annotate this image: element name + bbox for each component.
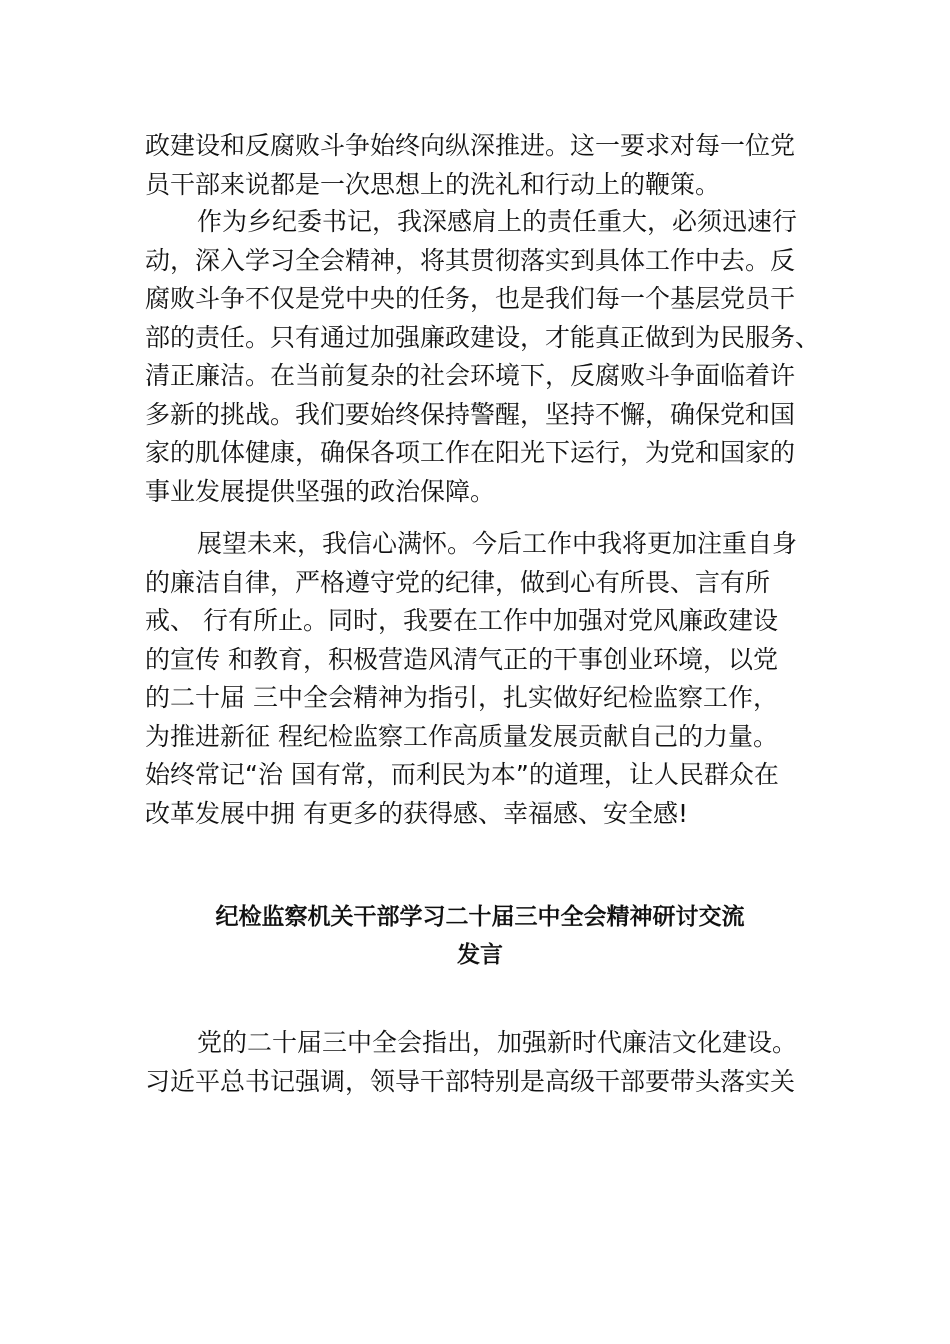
paragraph-4 [145, 1024, 815, 1101]
text-line: 员干部来说都是一次思想上的洗礼和行动上的鞭策。 [145, 169, 721, 199]
text-line: 展望未来，我信心满怀。今后工作中我将更加注重自身 [197, 529, 798, 558]
text-line: 家的肌体健康，确保各项工作在阳光下运行，为党和国家的 [145, 438, 796, 467]
text-line: 党的二十届三中全会指出，加强新时代廉洁文化建设。 [197, 1028, 798, 1057]
text-line: 的廉洁自律，严格遵守党的纪律，做到心有所畏、言有所 [145, 567, 771, 597]
text-line: 的二十届 三中全会精神为指引，扎实做好纪检监察工作， [145, 683, 778, 712]
text-line: 腐败斗争不仅是党中央的任务，也是我们每一个基层党员干 [145, 284, 796, 313]
text-line: 事业发展提供坚强的政治保障。 [145, 476, 496, 506]
text-line: 改革发展中拥 有更多的获得感、幸福感、安全感! [145, 798, 688, 828]
paragraph-2 [145, 203, 821, 511]
text-line: 政建设和反腐败斗争始终向纵深推进。这一要求对每一位党 [145, 131, 796, 160]
text-line: 为推进新征 程纪检监察工作高质量发展贡献自己的力量。 [145, 721, 778, 751]
text-line: 部的责任。只有通过加强廉政建设，才能真正做到为民服务、 [145, 322, 821, 352]
text-line: 作为乡纪委书记，我深感肩上的责任重大，必须迅速行 [197, 207, 798, 236]
section-title [145, 898, 815, 974]
text-line: 始终常记“治 国有常，而利民为本”的道理，让人民群众在 [145, 760, 779, 789]
text-line: 动，深入学习全会精神，将其贯彻落实到具体工作中去。反 [145, 245, 796, 275]
text-line: 的宣传 和教育，积极营造风清气正的干事创业环境，以党 [145, 644, 778, 674]
section-title-line-1: 纪检监察机关干部学习二十届三中全会精神研讨交流 [215, 904, 745, 930]
section-title-line-2: 发言 [457, 942, 503, 968]
text-line: 清正廉洁。在当前复杂的社会环境下，反腐败斗争面临着许 [145, 361, 796, 390]
paragraph-3 [145, 525, 815, 833]
text-line: 习近平总书记强调，领导干部特别是高级干部要带头落实关 [145, 1066, 796, 1096]
paragraph-1 [145, 127, 815, 204]
text-line: 多新的挑战。我们要始终保持警醒，坚持不懈，确保党和国 [145, 399, 796, 429]
text-line: 戒、 行有所止。同时，我要在工作中加强对党风廉政建设 [145, 606, 778, 635]
